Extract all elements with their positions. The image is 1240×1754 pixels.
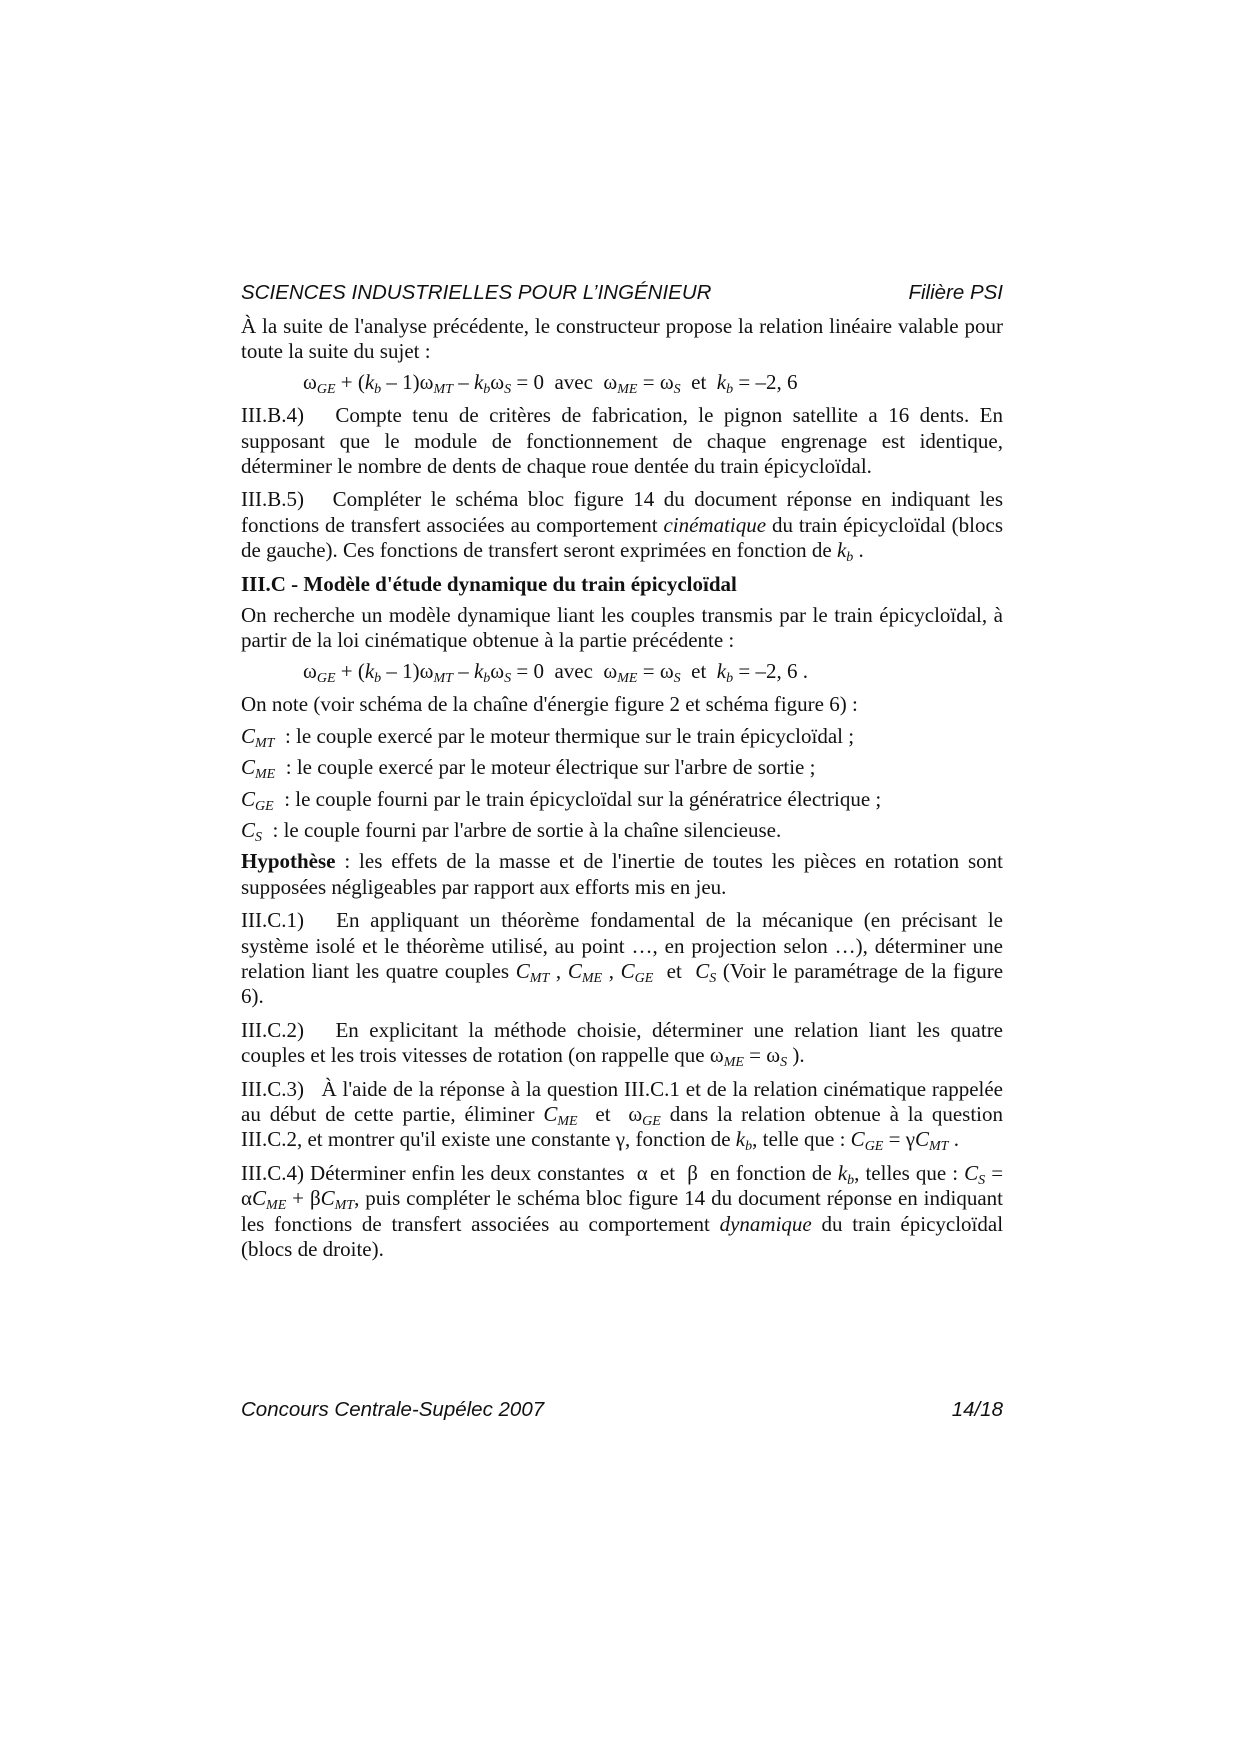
question-label: III.B.5): [241, 487, 304, 512]
definition-cge: [241, 787, 1003, 812]
symbol: C: [241, 723, 256, 748]
emphasis-text: dynamique: [719, 1211, 812, 1236]
definition-text: : le couple fourni par l'arbre de sortie à la chaîne silencieuse.: [272, 817, 782, 842]
question-label: III.C.4): [241, 1160, 304, 1185]
hypothesis: [241, 849, 1003, 900]
question-text: Déterminer enfin les deux constantes: [310, 1160, 625, 1185]
question-text: en fonction de: [710, 1160, 832, 1185]
question-b5: III.B.5) Compléter le schéma bloc figure 14 du document réponse en indiquant les fonctions de transfert associées au comportement cinématique du train épicycloïdal (blocs de gauche). Ces fonctions de transfert seront exprimées en fonction de $k_b$ .: [241, 487, 1003, 566]
question-text: En appliquant un théorème fondamental de la mécanique (en précisant le système isolé et le théorème utilisé, au point …, en projection selon …), déterminer une relation liant les quatre couples: [241, 908, 1003, 983]
footer-left: Concours Centrale-Supélec 2007: [241, 1398, 545, 1421]
definition-cme: [241, 755, 1003, 783]
definition-cmt: [241, 724, 1003, 749]
question-text: , telles que :: [854, 1160, 959, 1185]
question-text: (Voir le paramétrage de la figure 6).: [241, 958, 1004, 1009]
question-text: du train épicycloïdal (blocs de gauche). Ces fonctions de transfert seront exprimées en fonction de: [241, 512, 1003, 563]
definition-text: : le couple exercé par le moteur électrique sur l'arbre de sortie ;: [285, 755, 816, 780]
page: [241, 0, 1003, 1754]
kinematic-equation-2: $\omega_{GE} + (k_b - 1)\omega_{MT} - k_b\omega_S = 0$ avec $\omega_{ME} = \omega_S$ et $k_b = -2$, 6 .: [303, 658, 808, 686]
header-right: Filière PSI: [908, 281, 1003, 304]
intro-paragraph: À la suite de l'analyse précédente, le constructeur propose la relation linéaire valable pour toute la suite du sujet :: [241, 314, 1003, 364]
question-c2: III.C.2) En explicitant la méthode choisie, déterminer une relation liant les quatre couples et les trois vitesses de rotation (on rappelle que $\omega_{ME} = \omega_S$ ).: [241, 1017, 1004, 1071]
question-text: dans la relation obtenue à la question III.C.2, et montrer qu'il existe une constante: [241, 1101, 1004, 1152]
word-avec: avec: [554, 369, 593, 394]
word-et: et: [691, 369, 707, 394]
kinematic-equation-1: $\omega_{GE} + (k_b - 1)\omega_{MT} - k_b\omega_S = 0$ avec $\omega_{ME} = \omega_S$ et $k_b = -2$, 6: [303, 369, 798, 397]
hypothesis-text: : les effets de la masse et de l'inertie de toutes les pièces en rotation sont supposées négligeables par rapport aux efforts mis en jeu.: [241, 849, 1004, 899]
question-text: , telle que :: [752, 1127, 846, 1152]
question-label: III.B.4): [241, 403, 304, 428]
question-text: , fonction de: [624, 1127, 731, 1152]
question-text: Compte tenu de critères de fabrication, le pignon satellite a 16 dents. En supposant que le module de fonctionnement de chaque engrenage est identique, déterminer le nombre de dents de chaque roue dentée du train épicycloïdal.: [241, 403, 1003, 479]
page-number: 14/18: [951, 1398, 1003, 1421]
question-c1: III.C.1) En appliquant un théorème fondamental de la mécanique (en précisant le système isolé et le théorème utilisé, au point …, en projection selon …), déterminer une relation liant les quatre couples $C_{MT}$ , $C_{ME}$ , $C_{GE}$ et $C_S$ (Voir le paramétrage de la figure 6).: [241, 908, 1004, 1009]
header-left: SCIENCES INDUSTRIELLES POUR L’INGÉNIEUR: [241, 281, 712, 304]
emphasis-text: cinématique: [663, 512, 767, 537]
question-label: III.C.3): [241, 1076, 304, 1101]
section-title: III.C - Modèle d'étude dynamique du train épicycloïdal: [241, 571, 737, 596]
question-text: À l'aide de la réponse à la question III.C.1 et de la relation cinématique rappelée au début de cette partie, éliminer: [241, 1076, 1003, 1126]
question-text: En explicitant la méthode choisie, déterminer une relation liant les quatre couples et les trois vitesses de rotation (on rappelle que: [241, 1017, 1004, 1068]
question-text: du train épicycloïdal (blocs de droite).: [241, 1211, 1004, 1261]
document-body: [241, 314, 1003, 1270]
question-c4: III.C.4) Déterminer enfin les deux constantes α et β en fonction de $k_b$, telles que : $C_S = \alpha C_{ME} + \beta C_{MT}$, puis compléter le schéma bloc figure 14 du document réponse en indiquant les fonctions de transfert associées au comportement dynamique du train épicycloïdal (blocs de droite).: [241, 1160, 1004, 1261]
question-text: Compléter le schéma bloc figure 14 du document réponse en indiquant les fonctions de transfert associées au comportement: [241, 487, 1003, 537]
notation-intro: On note (voir schéma de la chaîne d'énergie figure 2 et schéma figure 6) :: [241, 692, 858, 717]
definition-text: : le couple exercé par le moteur thermique sur le train épicycloïdal ;: [284, 723, 855, 748]
question-label: III.C.2): [241, 1017, 304, 1042]
symbol: C: [241, 786, 256, 811]
question-label: III.C.1): [241, 908, 304, 933]
constant-value: –2, 6: [755, 369, 798, 394]
question-b4: [241, 403, 1003, 479]
definition-cs: [241, 818, 1003, 843]
symbol-sub: ME: [255, 767, 276, 783]
question-c3: III.C.3) À l'aide de la réponse à la question III.C.1 et de la relation cinématique rappelée au début de cette partie, éliminer $C_{ME}$ et $\omega_{GE}$ dans la relation obtenue à la question III.C.2, et montrer qu'il existe une constante γ, fonction de $k_b$, telle que : $C_{GE} = \gamma C_{MT}$ .: [241, 1076, 1004, 1155]
hypothesis-label: Hypothèse: [241, 849, 336, 874]
symbol: C: [241, 755, 256, 780]
symbol-sub: GE: [255, 798, 274, 814]
section-intro: On recherche un modèle dynamique liant les couples transmis par le train épicycloïdal, à partir de la loi cinématique obtenue à la partie précédente :: [241, 603, 1003, 653]
symbol-sub: MT: [255, 735, 275, 751]
definition-text: : le couple fourni par le train épicycloïdal sur la génératrice électrique ;: [284, 786, 882, 811]
symbol: C: [241, 817, 256, 842]
question-text: , puis compléter le schéma bloc figure 14 du document réponse en indiquant les fonctions de transfert associées au comportement: [241, 1186, 1004, 1236]
symbol-sub: S: [255, 829, 263, 845]
